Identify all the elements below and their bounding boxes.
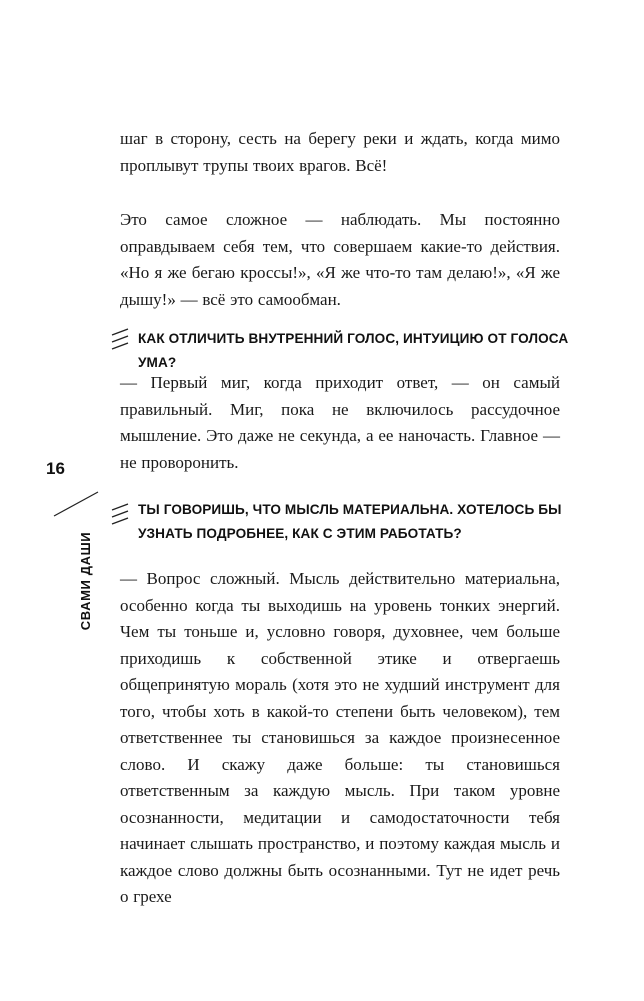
- answer-paragraph-2: — Вопрос сложный. Мысль действительно материальна, особенно когда ты выходишь на уровень тонких энергий. Чем ты тоньше и, условно говоря, духовнее, чем больше приходишь к собственной этике и отвергаешь общепринятую мораль (хотя это не худший инструмент для того, чтобы хоть в какой-то степени быть человеком), тем ответственнее ты становишься за каждое произнесенное слово. И скажу даже больше: ты становишься ответственным за каждую мысль. При таком уровне осознанности, медитации и самодостаточности тебя начинает слышать пространство, и поэтому каждая мысль и каждое слово должны быть осознанными. Тут не идет речь о грехе: [120, 569, 560, 906]
- question-heading-2: ТЫ ГОВОРИШЬ, ЧТО МЫСЛЬ МАТЕРИАЛЬНА. ХОТЕЛОСЬ БЫ УЗНАТЬ ПОДРОБНЕЕ, КАК С ЭТИМ РАБОТАТЬ?: [138, 502, 562, 541]
- question-block-1: [104, 325, 574, 375]
- answer-paragraph-1: — Первый миг, когда приходит ответ, — он самый правильный. Миг, пока не включилось рассудочное мышление. Это даже не секунда, а ее наночасть. Главное — не проворонить.: [120, 373, 560, 472]
- page-number: 16: [46, 459, 65, 478]
- question-block-2: [104, 496, 574, 546]
- question-heading-1: КАК ОТЛИЧИТЬ ВНУТРЕННИЙ ГОЛОС, ИНТУИЦИЮ ОТ ГОЛОСА УМА?: [138, 331, 569, 370]
- running-head-author: СВАМИ ДАШИ: [78, 531, 93, 631]
- slash-divider-icon: [52, 488, 102, 518]
- paragraph-observation: Это самое сложное — наблюдать. Мы постоянно оправдываем себя тем, что совершаем какие-то действия. «Но я же бегаю кроссы!», «Я же что-то там делаю!», «Я же дышу!» — всё это самообман.: [120, 210, 560, 309]
- question-marker-icon: [104, 325, 138, 357]
- paragraph-continuation: шаг в сторону, сесть на берегу реки и ждать, когда мимо проплывут трупы твоих врагов. Всё!: [120, 129, 560, 175]
- question-marker-icon: [104, 496, 138, 528]
